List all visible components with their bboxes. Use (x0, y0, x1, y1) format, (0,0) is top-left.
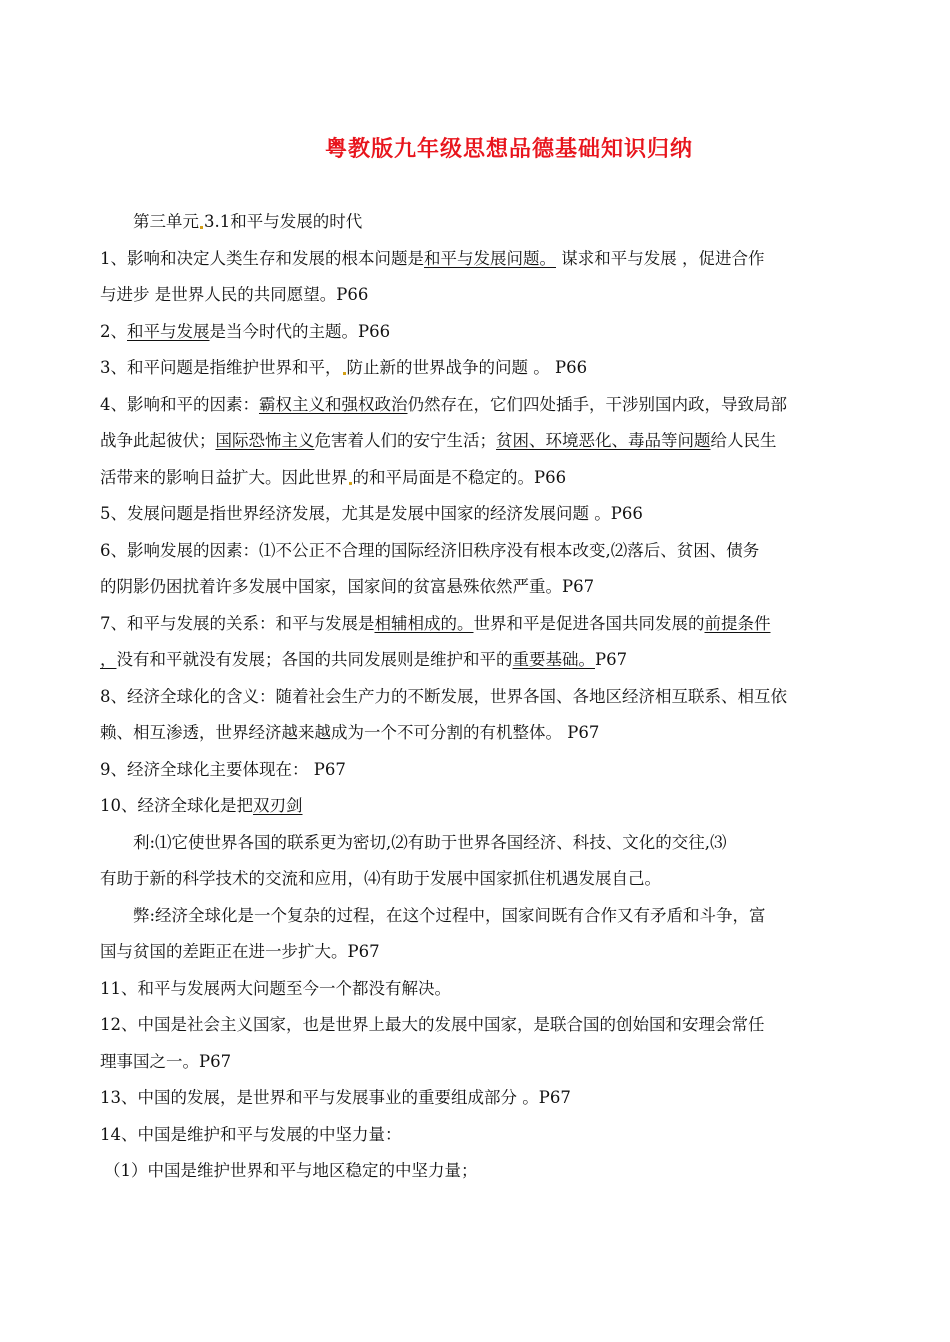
item-11: 11、和平与发展两大问题至今一个都没有解决。 (100, 978, 451, 998)
mark-dot (200, 226, 203, 229)
item-5: 5、发展问题是指世界经济发展，尤其是发展中国家的经济发展问题 。P66 (100, 504, 643, 523)
item-8-line-2: 赖、相互渗透，世界经济越来越成为一个不可分割的有机整体。 P67 (100, 723, 600, 742)
item-12-line-1: 12、中国是社会主义国家，也是世界上最大的发展中国家，是联合国的创始国和安理会常任 (100, 1015, 765, 1034)
disadvantage-line-1: 弊:经济全球化是一个复杂的过程，在这个过程中，国家间既有合作又有矛盾和斗争，富 (133, 905, 766, 925)
item-14: 14、中国是维护和平与发展的中坚力量： (100, 1124, 402, 1144)
advantage-line-1: 利:⑴它使世界各国的联系更为密切,⑵有助于世界各国经济、科技、文化的交往,⑶ (133, 832, 727, 852)
item-7-line-2: ，没有和平就没有发展；各国的共同发展则是维护和平的重要基础。P67 (100, 650, 628, 669)
disadvantage-line-2: 国与贫国的差距正在进一步扩大。P67 (100, 942, 380, 961)
item-9: 9、经济全球化主要体现在： P67 (100, 759, 346, 779)
document-body (100, 204, 856, 1190)
page-title: 粤教版九年级思想品德基础知识归纳 (324, 137, 693, 162)
item-6-line-2: 的阴影仍困扰着许多发展中国家，国家间的贫富悬殊依然严重。P67 (100, 577, 595, 596)
item-1-line-1: 1、影响和决定人类生存和发展的根本问题是和平与发展问题。 谋求和平与发展 ，促进合作 (100, 248, 765, 268)
item-6-line-1: 6、影响发展的因素：⑴不公正不合理的国际经济旧秩序没有根本改变,⑵落后、贫困、债务 (100, 540, 760, 560)
item-12-line-2: 理事国之一。P67 (100, 1051, 232, 1071)
mark-dot (343, 372, 346, 375)
unit-heading: 第三单元 3.1和平与发展的时代 (133, 212, 363, 231)
advantage-line-2: 有助于新的科学技术的交流和应用，⑷有助于发展中国家抓住机遇发展自己。 (100, 869, 661, 888)
item-10: 10、经济全球化是把双刃剑 (100, 796, 303, 815)
item-4-line-3: 活带来的影响日益扩大。因此世界 的和平局面是不稳定的。P66 (100, 467, 567, 487)
item-3: 3、和平问题是指维护世界和平， 防止新的世界战争的问题 。 P66 (100, 358, 588, 377)
mark-dot (349, 482, 352, 485)
item-14-sub-1: （1）中国是维护世界和平与地区稳定的中坚力量； (104, 1161, 478, 1180)
item-1-line-2: 与进步 是世界人民的共同愿望。P66 (100, 285, 369, 304)
item-4-line-1: 4、影响和平的因素：霸权主义和强权政治仍然存在，它们四处插手，干涉别国内政，导致局部 (100, 394, 787, 414)
item-13: 13、中国的发展，是世界和平与发展事业的重要组成部分 。P67 (100, 1088, 571, 1107)
item-7-line-1: 7、和平与发展的关系：和平与发展是相辅相成的。世界和平是促进各国共同发展的前提条件 (100, 613, 771, 633)
item-2: 2、和平与发展是当今时代的主题。P66 (100, 321, 391, 341)
item-4-line-2: 战争此起彼伏；国际恐怖主义危害着人们的安宁生活；贫困、环境恶化、毒品等问题给人民生 (100, 431, 777, 450)
item-8-line-1: 8、经济全球化的含义：随着社会生产力的不断发展，世界各国、各地区经济相互联系、相互依 (100, 686, 787, 706)
